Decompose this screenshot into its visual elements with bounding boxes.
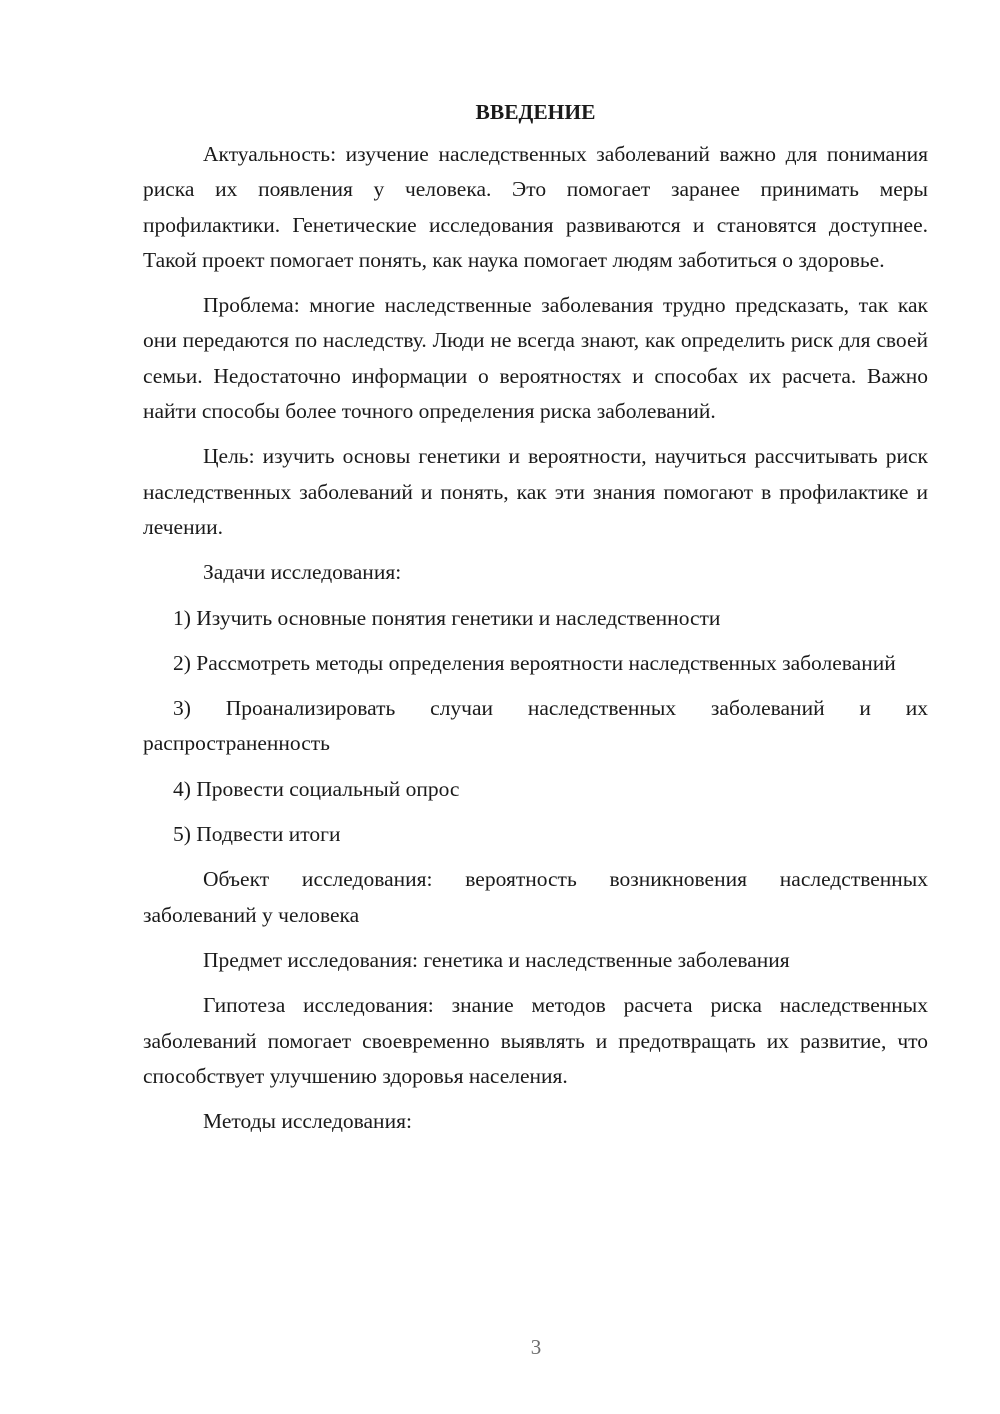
paragraph-methods-heading: Методы исследования: xyxy=(203,1109,412,1134)
paragraph-tasks-heading: Задачи исследования: xyxy=(203,560,402,585)
paragraph-goal: Цель: изучить основы генетики и вероятности, научиться рассчитывать риск наследственных заболеваний и понять, как эти знания помогают в профилактике и лечении. xyxy=(143,444,928,539)
task-item-1: 1) Изучить основные понятия генетики и наследственности xyxy=(173,605,721,630)
paragraph-hypothesis: Гипотеза исследования: знание методов расчета риска наследственных заболеваний помогает своевременно выявлять и предотвращать их развитие, что способствует улучшению здоровья населения. xyxy=(143,993,928,1088)
paragraph-problem: Проблема: многие наследственные заболевания трудно предсказать, так как они передаются по наследству. Люди не всегда знают, как определить риск для своей семьи. Недостаточно информации о вероятностях и способах их расчета. Важно найти способы более точного определения риска заболеваний. xyxy=(143,293,928,424)
page-number: 3 xyxy=(530,1335,542,1359)
task-item-3: 3) Проанализировать случаи наследственных заболеваний и их распространенность xyxy=(143,696,928,756)
task-item-5: 5) Подвести итоги xyxy=(173,822,341,847)
task-item-2: 2) Рассмотреть методы определения вероятности наследственных заболеваний xyxy=(173,650,896,675)
page-content xyxy=(143,96,928,1149)
paragraph-object: Объект исследования: вероятность возникновения наследственных заболеваний у человека xyxy=(143,867,928,927)
paragraph-relevance: Актуальность: изучение наследственных заболеваний важно для понимания риска их появления у человека. Это помогает заранее принимать меры профилактики. Генетические исследования развиваются и становятся доступнее. Такой проект помогает понять, как наука помогает людям заботиться о здоровье. xyxy=(143,142,928,272)
paragraph-subject: Предмет исследования: генетика и наследственные заболевания xyxy=(203,947,790,972)
task-item-4: 4) Провести социальный опрос xyxy=(173,776,460,801)
page-title: ВВЕДЕНИЕ xyxy=(475,100,596,124)
